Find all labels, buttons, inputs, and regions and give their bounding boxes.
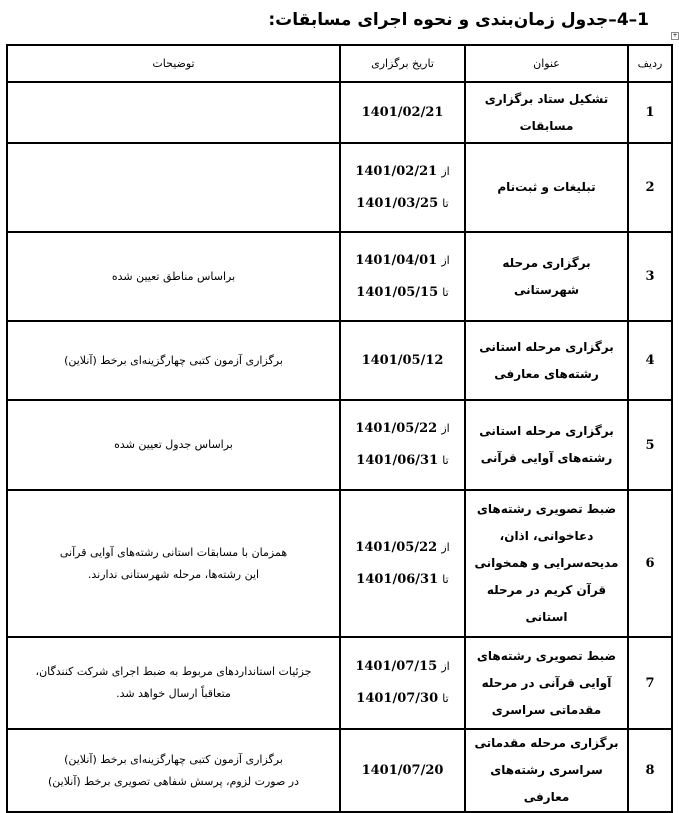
schedule-table xyxy=(6,44,673,813)
row-dates xyxy=(340,82,465,143)
date-prefix: تا xyxy=(442,285,449,299)
table-row xyxy=(7,232,672,321)
table-row xyxy=(7,729,672,812)
row-description xyxy=(7,232,340,321)
row-title: تبلیغات و ثبت‌نام xyxy=(465,143,628,232)
date-line xyxy=(345,351,460,371)
row-dates xyxy=(340,400,465,490)
header-row-number: ردیف xyxy=(628,45,672,82)
date-value: 1401/03/25 xyxy=(356,195,439,211)
date-value: 1401/02/21 xyxy=(361,104,444,120)
date-prefix: تا xyxy=(442,454,449,467)
date-value: 1401/06/31 xyxy=(356,453,439,468)
section-title: 1–4–جدول زمان‌بندی و نحوه اجرای مسابقات: xyxy=(268,10,649,30)
row-number: 5 xyxy=(628,400,672,490)
description-line: همزمان با مسابقات استانی رشته‌های آوایی قرآنی xyxy=(59,545,288,559)
date-line xyxy=(345,251,460,271)
date-value: 1401/07/30 xyxy=(356,691,439,706)
date-value: 1401/05/12 xyxy=(361,352,444,368)
date-prefix: از xyxy=(441,253,450,267)
description-line: براساس جدول تعیین شده xyxy=(114,438,233,451)
row-dates xyxy=(340,729,465,812)
date-prefix: از xyxy=(441,660,450,673)
date-value: 1401/02/21 xyxy=(355,163,438,179)
date-prefix: تا xyxy=(442,692,449,705)
header-date: تاریخ برگزاری xyxy=(340,45,465,82)
table-row xyxy=(7,637,672,729)
row-number: 2 xyxy=(628,143,672,232)
row-description xyxy=(7,729,340,812)
row-description xyxy=(7,637,340,729)
date-prefix: از xyxy=(441,422,450,435)
table-move-handle-icon[interactable]: + xyxy=(672,32,678,39)
header-description: توضیحات xyxy=(7,45,340,82)
date-prefix: از xyxy=(441,540,450,554)
date-value: 1401/07/20 xyxy=(361,762,444,778)
date-line xyxy=(345,657,460,677)
row-dates xyxy=(340,232,465,321)
row-title: تشکیل ستاد برگزاری مسابقات xyxy=(465,82,628,143)
header-title: عنوان xyxy=(465,45,628,82)
row-number: 6 xyxy=(628,490,672,637)
row-description xyxy=(7,82,340,143)
date-line xyxy=(345,419,460,439)
row-number: 7 xyxy=(628,637,672,729)
date-value: 1401/05/22 xyxy=(355,421,438,436)
row-dates xyxy=(340,490,465,637)
table-row xyxy=(7,400,672,490)
table-header-row xyxy=(7,45,672,82)
row-dates xyxy=(340,637,465,729)
row-title: برگزاری مرحله مقدماتی سراسری رشته‌های معارفی xyxy=(465,729,628,812)
date-line xyxy=(345,194,460,214)
date-prefix: تا xyxy=(442,196,449,210)
row-number: 1 xyxy=(628,82,672,143)
date-line xyxy=(345,761,460,781)
date-line xyxy=(345,103,460,123)
row-dates xyxy=(340,321,465,400)
date-value: 1401/07/15 xyxy=(355,659,438,674)
row-description xyxy=(7,400,340,490)
date-line xyxy=(345,538,460,558)
row-dates xyxy=(340,143,465,232)
date-value: 1401/06/31 xyxy=(356,571,439,587)
row-title: برگزاری مرحله استانی رشته‌های معارفی xyxy=(465,321,628,400)
row-title: ضبط تصویری رشته‌های آوایی قرآنی در مرحله مقدماتی سراسری xyxy=(465,637,628,729)
description-line: براساس مناطق تعیین شده xyxy=(111,269,236,283)
row-number: 4 xyxy=(628,321,672,400)
date-prefix: تا xyxy=(442,572,449,586)
description-line: در صورت لزوم، پرسش شفاهی تصویری برخط (آنلاین) xyxy=(47,774,300,788)
row-number: 8 xyxy=(628,729,672,812)
date-line xyxy=(345,570,460,590)
row-title: ضبط تصویری رشته‌های دعاخوانی، اذان، مدیحه‌سرایی و همخوانی قرآن کریم در مرحله استانی xyxy=(465,490,628,637)
table-row xyxy=(7,490,672,637)
date-value: 1401/05/15 xyxy=(356,284,439,300)
date-prefix: از xyxy=(441,164,450,178)
description-line: برگزاری آزمون کتبی چهارگزینه‌ای برخط (آنلاین) xyxy=(64,752,283,766)
date-line xyxy=(345,283,460,303)
row-description xyxy=(7,321,340,400)
date-value: 1401/04/01 xyxy=(355,252,438,268)
description-line: متعاقباً ارسال خواهد شد. xyxy=(116,687,231,700)
row-description xyxy=(7,143,340,232)
description-line: این رشته‌ها، مرحله شهرستانی ندارند. xyxy=(87,567,260,581)
date-line xyxy=(345,451,460,471)
row-description xyxy=(7,490,340,637)
table-row xyxy=(7,82,672,143)
date-line xyxy=(345,689,460,709)
description-line: برگزاری آزمون کتبی چهارگزینه‌ای برخط (آنلاین) xyxy=(64,353,283,367)
date-line xyxy=(345,162,460,182)
row-title: برگزاری مرحله شهرستانی xyxy=(465,232,628,321)
row-title: برگزاری مرحله استانی رشته‌های آوایی قرآنی xyxy=(465,400,628,490)
description-line: جزئیات استانداردهای مربوط به ضبط اجرای شرکت کنندگان، xyxy=(35,665,312,678)
row-number: 3 xyxy=(628,232,672,321)
table-row xyxy=(7,143,672,232)
table-row xyxy=(7,321,672,400)
date-value: 1401/05/22 xyxy=(355,539,438,555)
